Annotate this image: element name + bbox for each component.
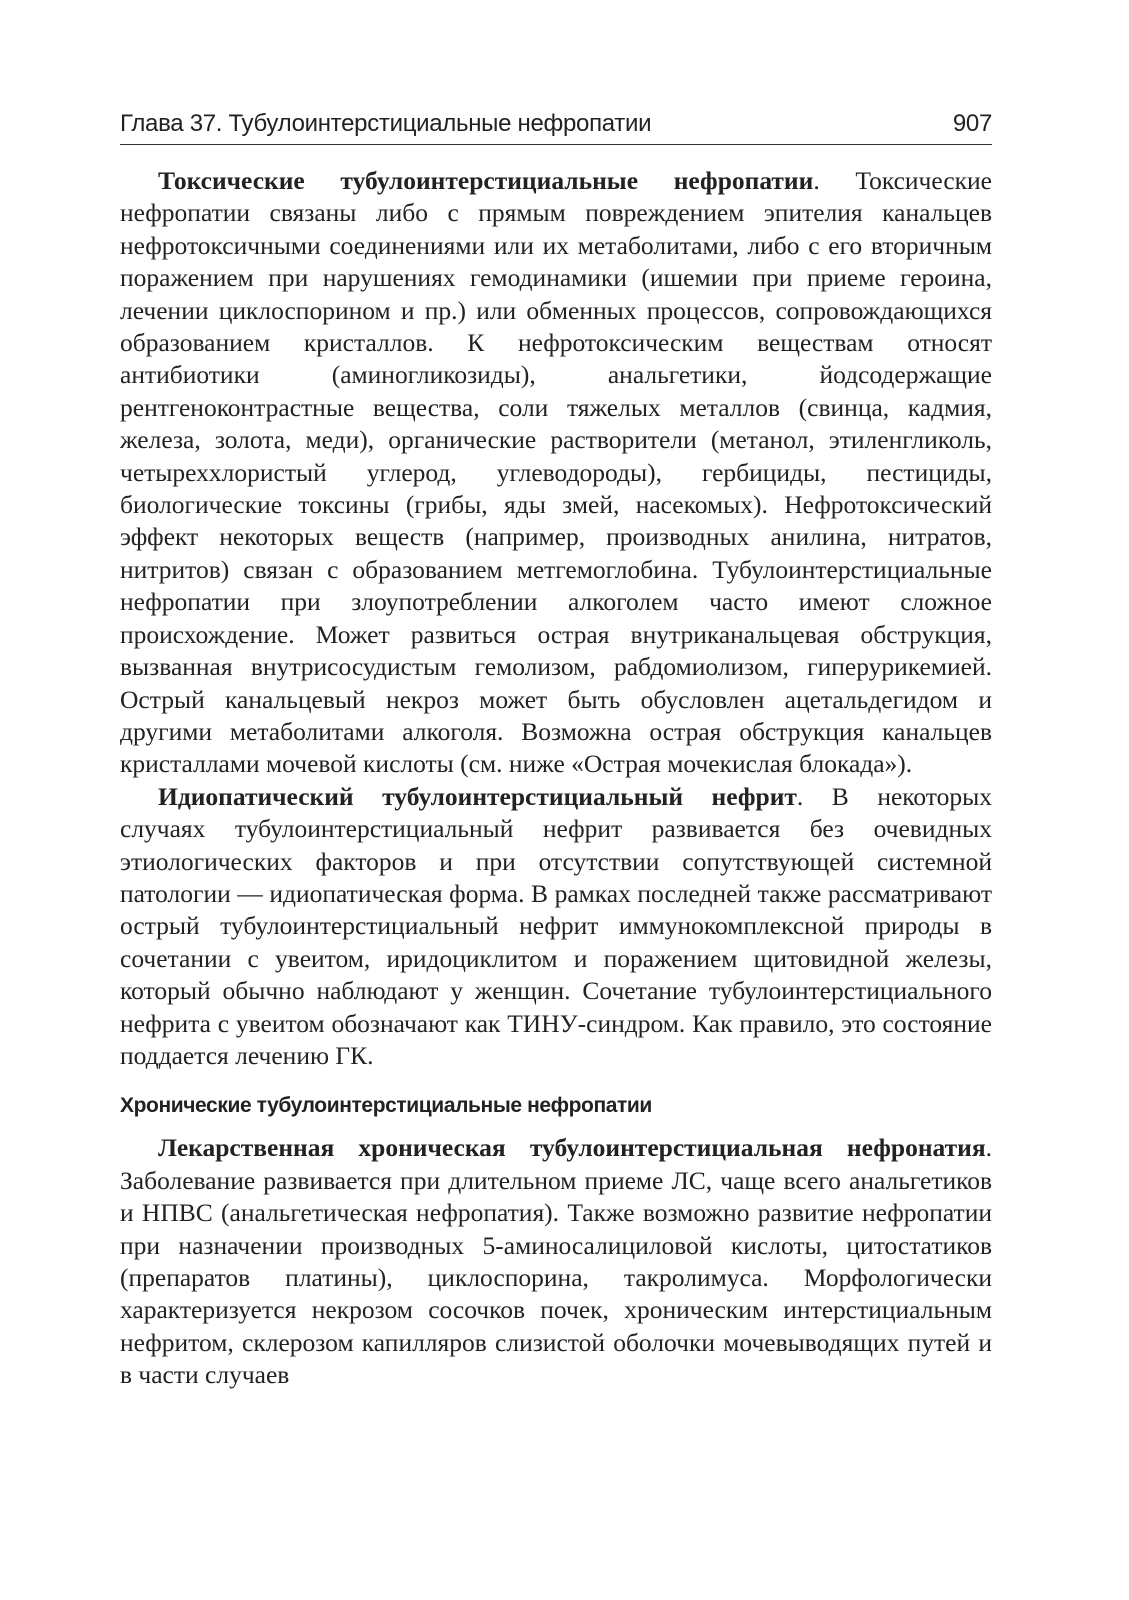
book-page [120,108,992,1392]
paragraph-text: . Заболевание развивается при длительном приеме ЛС, чаще всего анальгетиков и НПВС (анальгетическая нефропатия). Также возможно развитие нефропатии при назначении производных 5-аминосалициловой кислоты, цитостатиков (препаратов платины), циклоспорина, такролимуса. Морфологически характеризуется некрозом сосочков почек, хроническим интерстициальным нефритом, склерозом капилляров слизистой оболочки мочевыводящих путей и в части случаев [120,1133,992,1390]
paragraph-run-in-heading: Лекарственная хроническая тубулоинтерстициальная нефронатия [158,1133,986,1163]
paragraph-text: . Токсические нефропатии связаны либо с прямым повреждением эпителия канальцев нефротоксичными соединениями или их метаболитами, либо с его вторичным поражением при нарушениях гемодинамики (ишемии при приеме героина, лечении циклоспорином и пр.) или обменных процессов, сопровождающихся образованием кристаллов. К нефротоксическим веществам относят антибиотики (аминогликозиды), анальгетики, йодсодержащие рентгеноконтрастные вещества, соли тяжелых металлов (свинца, кадмия, железа, золота, меди), органические растворители (метанол, этиленгликоль, четыреххлористый углерод, углеводороды), гербициды, пестициды, биологические токсины (грибы, яды змей, насекомых). Нефротоксический эффект некоторых веществ (например, производных анилина, нитратов, нитритов) связан с образованием метгемоглобина. Тубулоинтерстициальные нефропатии при злоупотреблении алкоголем часто имеют сложное происхождение. Может развиться острая внутриканальцевая обструкция, вызванная внутрисосудистым гемолизом, рабдомиолизом, гиперурикемией. Острый канальцевый некроз может быть обусловлен ацетальдегидом и другими метаболитами алкоголя. Возможна острая обструкция канальцев кристаллами мочевой кислоты (см. ниже «Острая мочекислая блокада»). [120,166,993,779]
running-header [120,108,992,145]
section-heading: Хронические тубулоинтерстициальные нефропатии [120,1094,652,1118]
paragraph-idiopathic-nephritis [120,781,992,1073]
paragraph-run-in-heading: Токсические тубулоинтерстициальные нефропатии [158,166,814,195]
paragraph-drug-induced-chronic-nephropathy [120,1132,992,1391]
body-text [120,165,992,1392]
page-number: 907 [952,110,992,137]
paragraph-run-in-heading: Идиопатический тубулоинтерстициальный нефрит [158,781,797,811]
paragraph-toxic-nephropathies [120,165,992,781]
chapter-title: Глава 37. Тубулоинтерстициальные нефропатии [120,110,652,137]
paragraph-text: . В некоторых случаях тубулоинтерстициальный нефрит развивается без очевидных этиологических факторов и при отсутствии сопутствующей системной патологии — идиопатическая форма. В рамках последней также рассматривают острый тубулоинтерстициальный нефрит иммунокомплексной природы в сочетании с увеитом, иридоциклитом и поражением щитовидной железы, который обычно наблюдают у женщин. Сочетание тубулоинтерстициального нефрита с увеитом обозначают как ТИНУ-синдром. Как правило, это состояние поддается лечению ГК. [120,781,992,1070]
